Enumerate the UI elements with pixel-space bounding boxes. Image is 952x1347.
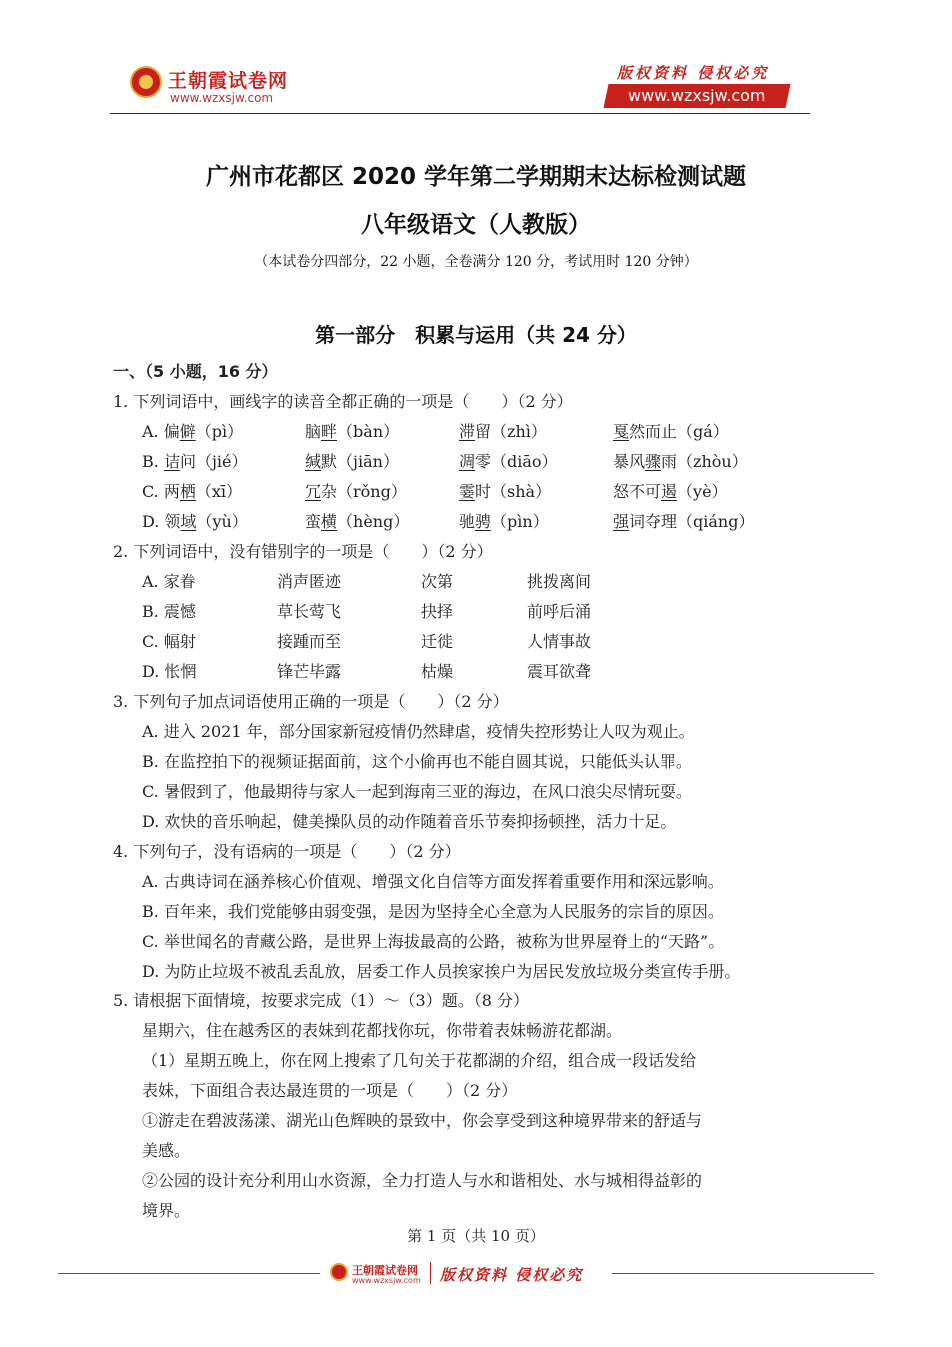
q5-sentence1-line2: 美感。 — [142, 1141, 191, 1160]
q1-option-c-2: 冗杂（rǒng） — [305, 482, 407, 501]
q4-option-d: D. 为防止垃圾不被乱丢乱放，居委工作人员挨家挨户为居民发放垃圾分类宣传手册。 — [142, 962, 741, 981]
q4-option-c: C. 举世闻名的青藏公路，是世界上海拔最高的公路，被称为世界屋脊上的“天路”。 — [142, 932, 725, 951]
q2-option-c-4: 人情事故 — [527, 632, 592, 651]
logo-badge-icon — [130, 66, 162, 98]
header-url-banner — [603, 84, 790, 108]
q4-option-b: B. 百年来，我们党能够由弱变强，是因为坚持全心全意为人民服务的宗旨的原因。 — [142, 902, 724, 921]
footer-rule-right — [612, 1273, 874, 1274]
exam-title: 广州市花都区 2020 学年第二学期期末达标检测试题 — [205, 164, 747, 190]
q2-option-b-1: B. 震憾 — [142, 602, 196, 621]
q3-option-d: D. 欢快的音乐响起，健美操队员的动作随着音乐节奏抑扬顿挫，活力十足。 — [142, 812, 677, 831]
q1-option-c-3: 霎时（shà） — [459, 482, 552, 501]
q1-option-b-3: 凋零（diāo） — [459, 452, 558, 471]
q2-option-c-3: 迁徙 — [421, 632, 454, 651]
q5-sub1-line2: 表妹，下面组合表达最连贯的一项是（ ）（2 分） — [142, 1081, 518, 1100]
footer-logo-icon — [330, 1263, 348, 1281]
q5-context: 星期六，住在越秀区的表妹到花都找你玩，你带着表妹畅游花都湖。 — [142, 1021, 623, 1040]
header-url-banner-text: www.wzxsjw.com — [628, 86, 766, 105]
q1-option-a-2: 脑畔（bàn） — [305, 422, 400, 441]
q2-option-a-1: A. 家眷 — [142, 572, 196, 591]
q1-option-d-4: 强词夺理（qiáng） — [613, 512, 755, 531]
exam-note: （本试卷分四部分，22 小题，全卷满分 120 分，考试用时 120 分钟） — [254, 254, 698, 270]
q4-option-a: A. 古典诗词在涵养核心价值观、增强文化自信等方面发挥着重要作用和深远影响。 — [142, 872, 724, 891]
q1-option-a-4: 戛然而止（gá） — [613, 422, 729, 441]
q1-option-b-4: 暴风骤雨（zhòu） — [613, 452, 748, 471]
q1-option-b-1: B. 诘问（jié） — [142, 452, 248, 471]
q1-option-b-2: 缄默（jiān） — [305, 452, 399, 471]
q2-option-a-4: 挑拨离间 — [527, 572, 592, 591]
q2-option-b-2: 草长莺飞 — [277, 602, 342, 621]
footer-logo-url: www.wzxsjw.com — [352, 1276, 421, 1285]
q4-stem: 4. 下列句子，没有语病的一项是（ ）（2 分） — [113, 842, 461, 861]
q2-option-d-1: D. 怅惘 — [142, 662, 197, 681]
q5-sub1-line1: （1）星期五晚上，你在网上搜索了几句关于花都湖的介绍，组合成一段话发给 — [142, 1051, 697, 1070]
q1-stem: 1. 下列词语中，画线字的读音全都正确的一项是（ ）（2 分） — [113, 392, 573, 411]
q2-option-c-2: 接踵而至 — [277, 632, 342, 651]
header-copyright: 版权资料 侵权必究 — [617, 64, 770, 82]
logo-url: www.wzxsjw.com — [170, 91, 274, 105]
q3-stem: 3. 下列句子加点词语使用正确的一项是（ ）（2 分） — [113, 692, 509, 711]
q1-option-c-1: C. 两栖（xī） — [142, 482, 243, 501]
q2-option-b-4: 前呼后涌 — [527, 602, 592, 621]
footer-separator — [430, 1262, 431, 1284]
q3-option-c: C. 暑假到了，他最期待与家人一起到海南三亚的海边，在风口浪尖尽情玩耍。 — [142, 782, 692, 801]
q5-sentence2-line2: 境界。 — [142, 1201, 191, 1220]
q1-option-a-3: 滞留（zhì） — [459, 422, 547, 441]
q2-option-a-3: 次第 — [421, 572, 454, 591]
footer-logo-name: 王朝霞试卷网 — [352, 1264, 418, 1277]
logo-name: 王朝霞试卷网 — [168, 70, 289, 92]
q1-option-c-4: 怒不可遏（yè） — [613, 482, 728, 501]
q2-option-d-3: 枯燥 — [421, 662, 454, 681]
section-heading: 一、（5 小题，16 分） — [113, 362, 278, 381]
q3-option-a: A. 进入 2021 年，部分国家新冠疫情仍然肆虐，疫情失控形势让人叹为观止。 — [142, 722, 695, 741]
q5-sentence2-line1: ②公园的设计充分利用山水资源，全力打造人与水和谐相处、水与城相得益彰的 — [142, 1171, 703, 1190]
q5-sentence1-line1: ①游走在碧波荡漾、湖光山色辉映的景致中，你会享受到这种境界带来的舒适与 — [142, 1111, 703, 1130]
q3-option-b: B. 在监控拍下的视频证据面前，这个小偷再也不能自圆其说，只能低头认罪。 — [142, 752, 692, 771]
q1-option-d-1: D. 领域（yù） — [142, 512, 248, 531]
q2-option-a-2: 消声匿迹 — [277, 572, 342, 591]
exam-subtitle: 八年级语文（人教版） — [361, 212, 591, 238]
q1-option-a-1: A. 偏僻（pì） — [142, 422, 244, 441]
q2-stem: 2. 下列词语中，没有错别字的一项是（ ）（2 分） — [113, 542, 493, 561]
footer-rule-left — [58, 1273, 320, 1274]
header-divider — [110, 113, 810, 114]
q2-option-d-4: 震耳欲聋 — [527, 662, 592, 681]
q2-option-d-2: 锋芒毕露 — [277, 662, 342, 681]
q5-stem: 5. 请根据下面情境，按要求完成（1）～（3）题。（8 分） — [113, 991, 529, 1010]
page-number: 第 1 页（共 10 页） — [407, 1227, 545, 1245]
part-heading: 第一部分 积累与运用（共 24 分） — [315, 323, 637, 347]
q1-option-d-3: 驰骋（pìn） — [459, 512, 549, 531]
footer-copyright: 版权资料 侵权必究 — [440, 1266, 584, 1284]
q2-option-c-1: C. 幅射 — [142, 632, 196, 651]
q1-option-d-2: 蛮横（hèng） — [305, 512, 410, 531]
q2-option-b-3: 抉择 — [421, 602, 454, 621]
